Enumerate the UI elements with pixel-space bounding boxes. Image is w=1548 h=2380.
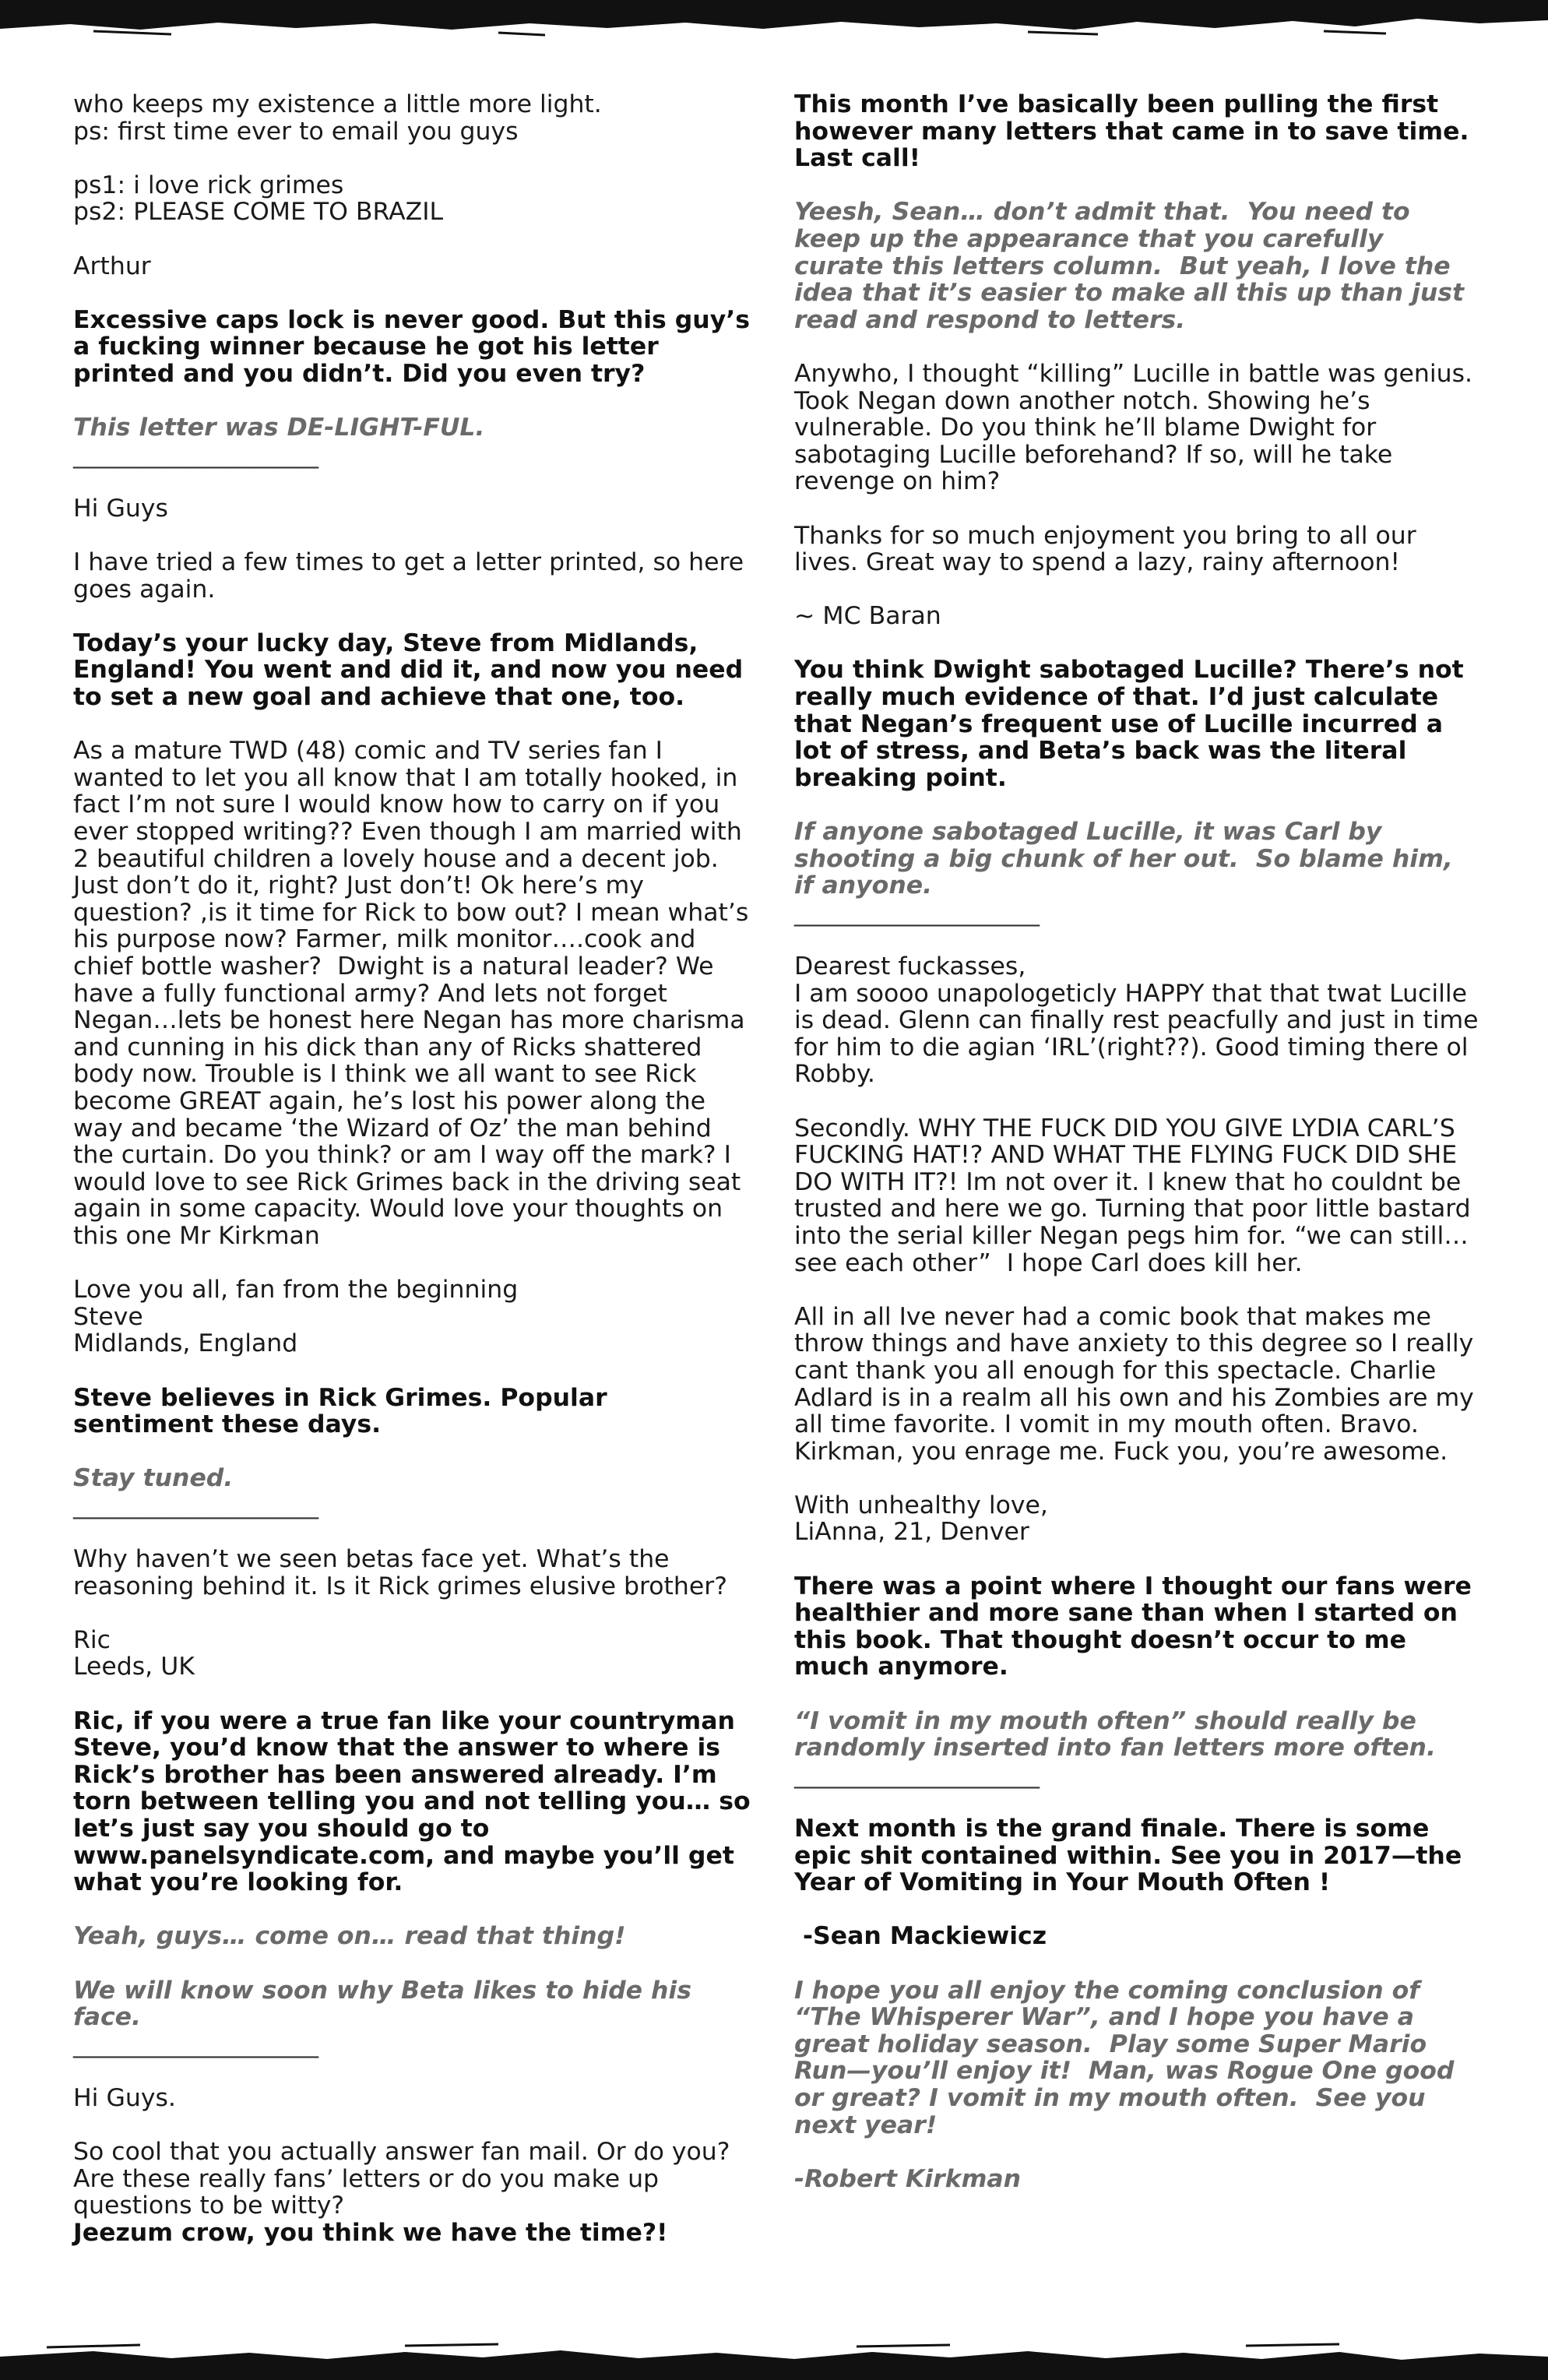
torn-top-edge [0,0,1548,47]
sean-response: Next month is the grand finale. There is some epic shit contained within. See you in 2017—the Year of Vomiting in Your Mouth Often ! [794,1815,1471,1897]
sean-response: Excessive caps lock is never good. But this guy’s a fucking winner because he got his letter printed and you didn’t. Did you even try? [73,305,758,388]
letter-paragraph: Dearest fuckasses, I am soooo unapologeticly HAPPY that that twat Lucille is dead. Glenn can finally rest peacfully and just in time for him to die agian ‘IRL’(right??). Good timing there ol Robby. [794,952,1479,1089]
letter-paragraph: All in all Ive never had a comic book that makes me throw things and have anxiety to this degree so I really cant thank you all enough for this spectacle. Charlie Adlard is in a realm all his own and his Zombies are my all time favorite. I vomit in my mouth often. Bravo. Kirkman, you enrage me. Fuck you, you’re awesome. [794,1302,1482,1466]
robert-response: This letter was DE-LIGHT-FUL. [73,414,485,442]
letter-paragraph: As a mature TWD (48) comic and TV series fan I wanted to let you all know that I am totally hooked, in fact I’m not sure I would know how to carry on if you ever stopped writing?? Even though I am married with 2 beautiful children a lovely house and a decent job. Just don’t do it, right? Just don’t! Ok here’s my question? ,is it time for Rick to bow out? I mean what’s his purpose now? Farmer, milk monitor….cook and chief bottle washer? Dwight is a natural leader? We have a fully functional army? And lets not forget Negan…lets be honest here Negan has more charisma and cunning in his dick than any of Ricks shattered body now. Trouble is I think we all want to see Rick become GREAT again, he’s lost his power along the way and became ‘the Wizard of Oz’ the man behind the curtain. Do you think? or am I way off the mark? I would love to see Rick Grimes back in the driving seat again in some capacity. Would love your thoughts on this one Mr Kirkman [73,737,757,1250]
letter-greeting: Hi Guys [73,494,168,523]
robert-signoff: -Robert Kirkman [794,2164,1022,2193]
letter-signature: With unhealthy love, LiAnna, 21, Denver [794,1491,1048,1547]
letter-paragraph: Secondly. WHY THE FUCK DID YOU GIVE LYDIA CARL’S FUCKING HAT!? AND WHAT THE FLYING FUCK DID SHE DO WITH IT?! Im not over it. I knew that ho couldnt be trusted and here we go. Turning that poor little bastard into the serial killer Negan pegs him for. “we can still…see each other” I hope Carl does kill her. [794,1114,1479,1277]
sean-response: There was a point where I thought our fans were healthier and more sane than when I started on this book. That thought doesn’t occur to me much anymore. [794,1572,1480,1681]
letter-paragraph: Thanks for so much enjoyment you bring to all our lives. Great way to spend a lazy, rainy afternoon! [794,521,1424,577]
robert-response: If anyone sabotaged Lucille, it was Carl by shooting a big chunk of her out. So blame him, if anyone. [794,818,1462,900]
right-column [794,90,1482,2220]
sean-response: Steve believes in Rick Grimes. Popular sentiment these days. [73,1383,616,1439]
robert-response: Yeesh, Sean… don’t admit that. You need to keep up the appearance that you carefully curate this letters column. But yeah, I love the idea that it’s easier to make all this up than just read and respond to letters. [794,198,1473,334]
robert-response: Stay tuned. [73,1464,234,1493]
letter-signature: Arthur [73,252,151,280]
letter-separator: ____________________ [73,2030,318,2058]
sean-response: You think Dwight sabotaged Lucille? There’s not really much evidence of that. I’d just calculate that Negan’s frequent use of Lucille incurred a lot of stress, and Beta’s back was the literal breaking point. [794,656,1472,792]
robert-response: Yeah, guys… come on… read that thing! [73,1922,626,1951]
sean-response: Today’s your lucky day, Steve from Midlands, England! You went and did it, and now you need to set a new goal and achieve that one, too. [73,628,752,712]
letter-signature: Ric Leeds, UK [73,1625,195,1681]
letter-separator: ____________________ [794,1760,1040,1789]
sean-response: Ric, if you were a true fan like your countryman Steve, you’d know that the answer to where is Rick’s brother has been answered already. I’m torn between telling you and not telling you… so let’s just say you should go to www.panelsyndicate.com, and maybe you’ll get what you’re looking for. [73,1706,759,1897]
letter-separator: ____________________ [73,440,318,469]
letter-paragraph: Anywho, I thought “killing” Lucille in battle was genius. Took Negan down another notch. Showing he’s vulnerable. Do you think he’ll blame Dwight for sabotaging Lucille beforehand? If so, will he take revenge on him? [794,359,1481,496]
letter-paragraph: I have tried a few times to get a letter printed, so here goes again. [73,548,752,604]
letter-paragraph: who keeps my existence a little more light. ps: first time ever to email you guys [73,90,602,146]
letter-paragraph: So cool that you actually answer fan mail. Or do you? Are these really fans’ letters or do you make up questions to be witty? [73,2138,738,2220]
left-column [73,90,759,2273]
sean-response: Jeezum crow, you think we have the time?! [73,2218,668,2247]
robert-response: “I vomit in my mouth often” should really be randomly inserted into fan letters more often. [794,1706,1436,1762]
letter-separator: ____________________ [794,898,1040,927]
letter-separator: ____________________ [73,1491,318,1519]
sean-signoff: -Sean Mackiewicz [794,1922,1047,1951]
letter-signature: Love you all, fan from the beginning Steve Midlands, England [73,1276,519,1358]
robert-response: We will know soon why Beta likes to hide his face. [73,1976,700,2032]
letter-paragraph: Why haven’t we seen betas face yet. What’s the reasoning behind it. Is it Rick grimes elusive brother? [73,1545,727,1600]
letter-paragraph: ps1: i love rick grimes ps2: PLEASE COME TO BRAZIL [73,171,444,227]
letter-greeting: Hi Guys. [73,2083,176,2112]
torn-bottom-edge [0,2333,1548,2380]
letter-signature: ~ MC Baran [794,602,941,631]
sean-response: This month I’ve basically been pulling the first however many letters that came in to save time. Last call! [794,90,1478,173]
robert-response: I hope you all enjoy the coming conclusion of “The Whisperer War”, and I hope you have a great holiday season. Play some Super Mario Run—you’ll enjoy it! Man, was Rogue One good or great? I vomit in my mouth often. See you next year! [794,1976,1463,2139]
